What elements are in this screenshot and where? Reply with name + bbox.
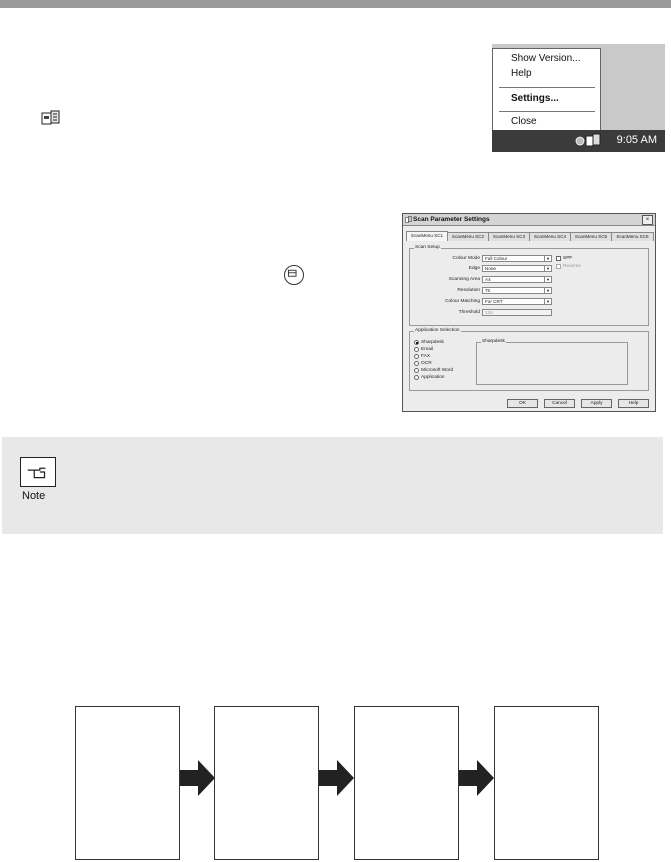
select-value: 75: [485, 288, 491, 293]
radio-email[interactable]: [414, 347, 419, 352]
tab-sc2[interactable]: ScanMenu SC2: [447, 232, 489, 241]
chevron-down-icon: ▼: [544, 277, 551, 282]
header-bar: [0, 0, 671, 8]
app-icon: [405, 216, 412, 223]
help-button[interactable]: Help: [618, 399, 649, 408]
colour-mode-select[interactable]: [482, 255, 552, 262]
chevron-down-icon: ▼: [544, 266, 551, 271]
row-label: Scanning Area: [448, 277, 480, 282]
scanner-tray-icon: [41, 110, 61, 126]
reverse-checkbox[interactable]: [556, 264, 561, 269]
scan-parameter-dialog: [402, 213, 656, 412]
row-label: Colour Matching: [445, 299, 480, 304]
tab-sc5[interactable]: ScanMenu SC5: [570, 232, 612, 241]
radio-fax[interactable]: [414, 354, 419, 359]
flow-step-box: [75, 706, 180, 860]
reverse-label: Reverse: [563, 264, 581, 269]
note-box: [2, 437, 663, 534]
apply-button[interactable]: Apply: [581, 399, 612, 408]
spf-checkbox[interactable]: [556, 256, 561, 261]
flow-step-box: [214, 706, 319, 860]
group-label: Scan Setup: [415, 245, 440, 250]
tab-strip: [406, 232, 654, 241]
row-label: Resolution: [457, 288, 480, 293]
pointing-hand-icon: [20, 457, 56, 487]
context-menu-screenshot: [492, 44, 665, 152]
select-value: None: [485, 266, 496, 271]
colour-matching-select[interactable]: [482, 298, 552, 305]
arrow-right-icon: [459, 758, 494, 798]
chevron-down-icon: ▼: [544, 288, 551, 293]
flow-step-box: [354, 706, 459, 860]
group-label: Application Selection: [415, 328, 460, 333]
dialog-title-bar: [403, 214, 655, 226]
select-value: Full Colour: [485, 256, 508, 261]
cancel-button[interactable]: Cancel: [544, 399, 575, 408]
menu-item-show-version[interactable]: Show Version...: [511, 53, 581, 64]
resolution-select[interactable]: [482, 287, 552, 294]
panel-label: Sharpdesk: [482, 339, 505, 344]
radio-sharpdesk[interactable]: [414, 340, 419, 345]
sharpdesk-panel: [476, 339, 628, 385]
taskbar: [492, 130, 665, 152]
ok-button[interactable]: OK: [507, 399, 538, 408]
select-value: A4: [485, 277, 491, 282]
radio-label: Sharpdesk: [421, 340, 444, 345]
arrow-right-icon: [319, 758, 354, 798]
application-selection-group: [409, 328, 649, 391]
scan-setup-group: [409, 245, 649, 326]
tab-sc6[interactable]: ScanMenu SC6: [611, 232, 654, 241]
radio-label: FAX: [421, 354, 431, 359]
tab-sc1[interactable]: ScanMenu SC1: [406, 231, 448, 241]
radio-ocr[interactable]: [414, 361, 419, 366]
flow-step-box: [494, 706, 599, 860]
menu-item-close[interactable]: Close: [511, 116, 537, 127]
row-label: Edge: [468, 266, 480, 271]
clock: 9:05 AM: [616, 134, 657, 146]
radio-label: OCR: [421, 361, 432, 366]
edge-select[interactable]: [482, 265, 552, 272]
row-label: Threshold: [458, 310, 480, 315]
spf-label: SPF: [563, 256, 573, 261]
menu-separator: [499, 111, 595, 112]
menu-item-settings[interactable]: Settings...: [511, 93, 559, 104]
row-label: Colour Mode: [452, 256, 480, 261]
tab-sc3[interactable]: ScanMenu SC3: [488, 232, 530, 241]
threshold-field[interactable]: 128: [482, 309, 552, 316]
dialog-title: Scan Parameter Settings: [413, 216, 490, 223]
radio-microsoft-word[interactable]: [414, 368, 419, 373]
chevron-down-icon: ▼: [544, 256, 551, 261]
radio-label: Microsoft Word: [421, 368, 454, 373]
scanner-button-icon: [284, 265, 304, 285]
arrow-right-icon: [180, 758, 215, 798]
radio-label: Email: [421, 347, 433, 352]
chevron-down-icon: ▼: [544, 299, 551, 304]
tab-sc4[interactable]: ScanMenu SC4: [529, 232, 571, 241]
tray-icons: [572, 132, 612, 150]
note-label: Note: [22, 490, 46, 502]
scanning-area-select[interactable]: [482, 276, 552, 283]
radio-label: Application: [421, 375, 445, 380]
menu-separator: [499, 87, 595, 88]
menu-item-help[interactable]: Help: [511, 68, 532, 79]
radio-application[interactable]: [414, 375, 419, 380]
close-button[interactable]: ×: [642, 215, 653, 225]
select-value: For CRT: [485, 299, 503, 304]
